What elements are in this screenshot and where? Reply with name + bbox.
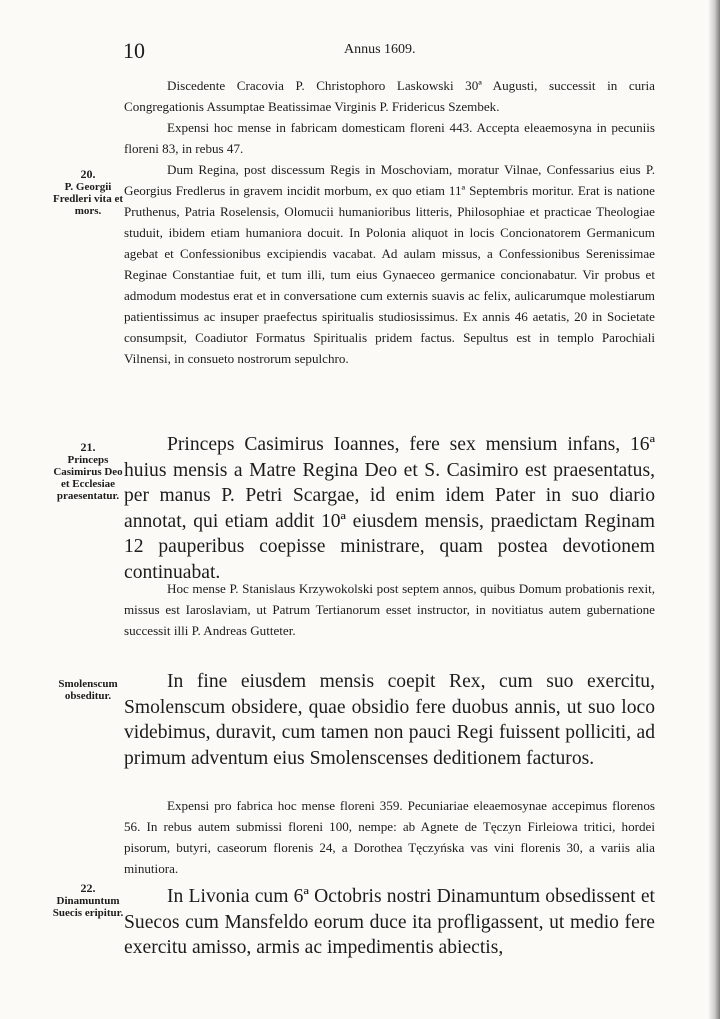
paragraph-block bbox=[124, 669, 655, 771]
paragraph-block bbox=[124, 432, 655, 585]
margin-note-text: Dinamuntum Suecis eripitur. bbox=[52, 895, 124, 919]
margin-note-smolenscum bbox=[52, 678, 124, 702]
paragraph-block bbox=[124, 795, 655, 879]
paragraph: Discedente Cracovia P. Christophoro Laskowski 30ª Augusti, successit in curia Congregationis Assumptae Beatissimae Virginis P. Fridericus Szembek. bbox=[124, 78, 655, 114]
page-number: 10 bbox=[123, 38, 145, 63]
paragraph-block bbox=[124, 75, 655, 159]
paragraph: In Livonia cum 6ª Octobris nostri Dinamuntum obsedissent et Suecos cum Mansfeldo eorum duce ita profligassent, ut medio fere exercitu amisso, armis ac impedimentis abiectis, bbox=[124, 886, 655, 958]
page-header bbox=[0, 38, 720, 68]
paragraph: Expensi hoc mense in fabricam domesticam floreni 443. Accepta eleaemosyna in pecuniis floreni 83, in rebus 47. bbox=[124, 120, 655, 156]
running-head: Annus 1609. bbox=[344, 42, 416, 57]
margin-note-number: 20. bbox=[80, 167, 96, 181]
paragraph: Princeps Casimirus Ioannes, fere sex mensium infans, 16ª huius mensis a Matre Regina Deo et S. Casimiro est praesentatus, per manus P. Petri Scargae, id enim idem Pater in suo diario annotat, qui etiam addit 10ª eiusdem mensis, praedictam Reginam 12 pauperibus coepisse ministrare, quam postea devotionem continuabat. bbox=[124, 434, 655, 583]
margin-note-text: Princeps Casimirus Deo et Ecclesiae praesentatur. bbox=[53, 454, 123, 502]
margin-note-20 bbox=[52, 168, 124, 217]
margin-note-text: P. Georgii Fredleri vita et mors. bbox=[52, 181, 124, 217]
paragraph: In fine eiusdem mensis coepit Rex, cum suo exercitu, Smolenscum obsidere, quae obsidio fere duobus annis, ut suo loco videbimus, duravit, cum tamen non pauci Regi fuissent polliciti, ad primum adventum eius Smolenscenses deditionem facturos. bbox=[124, 671, 655, 769]
paragraph-block bbox=[124, 159, 655, 369]
paragraph: Dum Regina, post discessum Regis in Moschoviam, moratur Vilnae, Confessarius eius P. Georgius Fredlerus in gravem incidit morbum, ex quo etiam 11ª Septembris moritur. Erat is natione Pruthenus, Patria Roselensis, Olomucii humanioribus litteris, Philosophiae et practicae Theologiae studuit, ibidem etiam humaniora docuit. In Polonia aliquot in locis Concionatorem Germanicum agebat et Confessionibus excipiendis vacabat. Ad aulam missus, a Confessionibus Serenissimae Reginae Constantiae fuit, et tum illi, tum eius Gynaeceo germanice concionabatur. Vir probus et admodum modestus erat et in conversatione cum externis suavis ac felix, aulicarumque molestiarum patientissimus ac insuper praefectus spiritualis studiosissimus. Ex annis 46 aetatis, 20 in Societate consumpsit, Coadiutor Formatus Spiritualis pridem factus. Sepultus est in templo Parochiali Vilnensi, in consueto nostrorum sepulchro. bbox=[124, 162, 655, 366]
margin-note-21 bbox=[52, 441, 124, 502]
margin-note-number: 22. bbox=[80, 881, 96, 895]
paragraph: Hoc mense P. Stanislaus Krzywokolski post septem annos, quibus Domum probationis rexit, missus est Iaroslaviam, ut Patrum Tertianorum esset instructor, in novitiatus autem gubernatione successit illi P. Andreas Gutteter. bbox=[124, 581, 655, 638]
margin-note-22 bbox=[52, 882, 124, 919]
paragraph: Expensi pro fabrica hoc mense floreni 359. Pecuniariae eleaemosynae accepimus florenos 56. In rebus autem submissi floreni 100, nempe: ab Agnete de Tęczyn Firleiowa tritici, hordei pisorum, butyri, caseorum florenis 24, a Dorothea Tęczyńska vas vini florenis 30, a variis alia minutiora. bbox=[124, 798, 655, 876]
margin-note-text: Smolenscum obseditur. bbox=[58, 678, 118, 702]
margin-note-number: 21. bbox=[80, 440, 96, 454]
paragraph-block bbox=[124, 578, 655, 641]
page-edge-shadow bbox=[708, 0, 720, 1019]
paragraph-block bbox=[124, 884, 655, 961]
